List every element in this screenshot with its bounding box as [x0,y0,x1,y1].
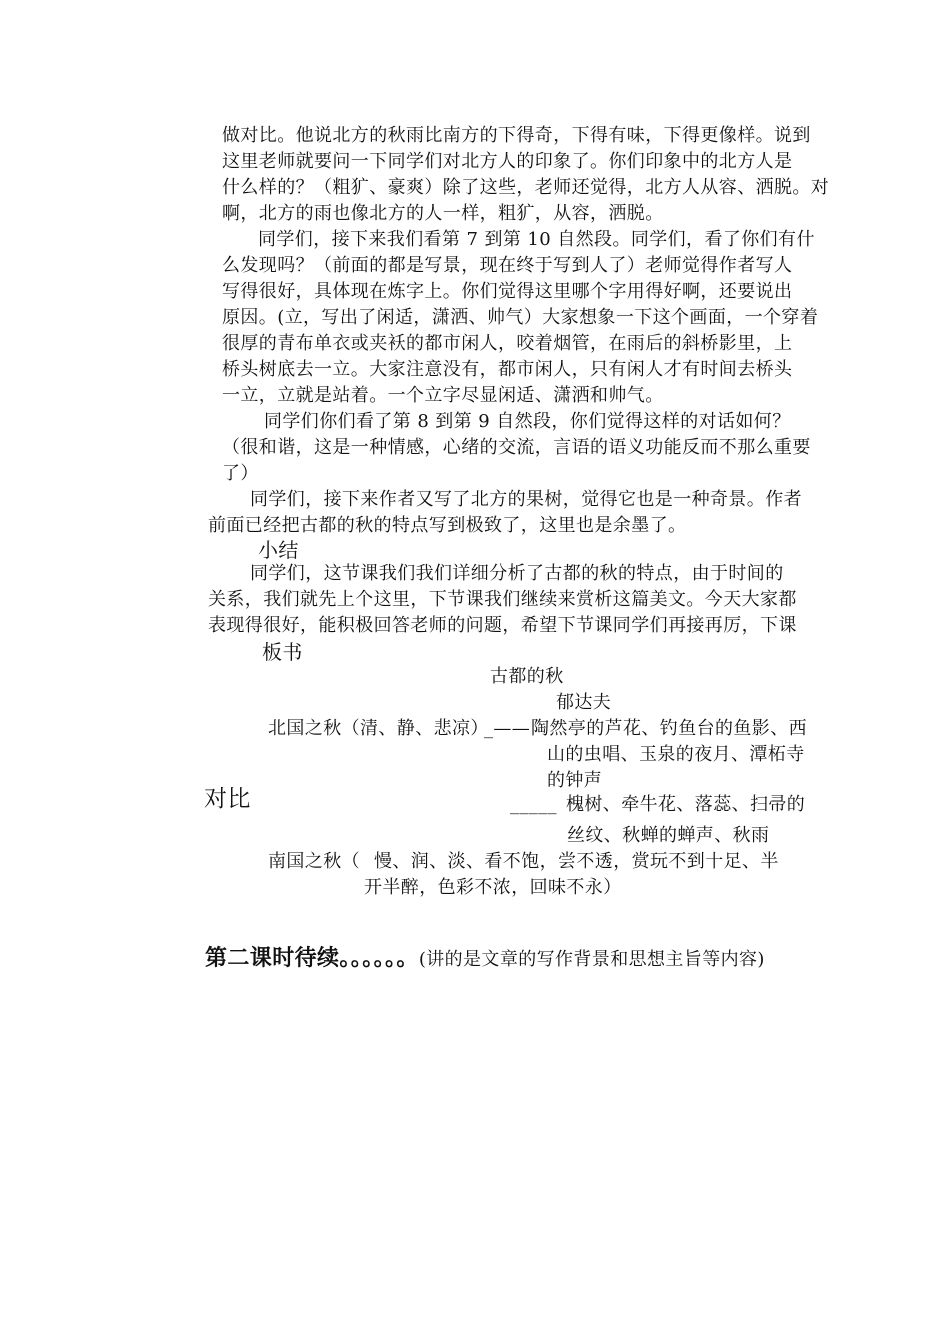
paragraph-line: 前面已经把古都的秋的特点写到极致了，这里也是余墨了。 [208,515,687,536]
paragraph-line: 什么样的？（粗犷、豪爽）除了这些，老师还觉得，北方人从容、洒脱。对 [222,177,830,198]
summary-heading: 小结 [258,538,299,562]
paragraph-line: 同学们，接下来作者又写了北方的果树，觉得它也是一种奇景。作者 [250,489,802,510]
north-line: 陶然亭的芦花、钓鱼台的鱼影、西 [531,718,807,739]
contrast-label: 对比 [204,786,251,812]
paragraph-line: 同学们你们看了第 8 到第 9 自然段，你们觉得这样的对话如何？ [264,411,791,432]
paragraph-line: 同学们，接下来我们看第 7 到第 10 自然段。同学们，看了你们有什 [258,229,815,250]
mid-blank: _____ [510,794,557,815]
footer-bold: 第二课时待续。。。。。。 [205,946,419,971]
summary-line: 表现得很好，能积极回答老师的问题，希望下节课同学们再接再厉，下课 [208,615,797,636]
paragraph-line: 桥头树底去一立。大家注意没有，都市闲人，只有闲人才有时间去桥头 [222,359,793,380]
paragraph-line: 一立，立就是站着。一个立字尽显闲适、潇洒和帅气。 [222,385,664,406]
footer-note: (讲的是文章的写作背景和思想主旨等内容) [418,949,765,970]
summary-line: 关系，我们就先上个这里，下节课我们继续来赏析这篇美文。今天大家都 [208,589,797,610]
footer-line [205,946,765,973]
mid-line: 丝纹、秋蝉的蝉声、秋雨 [567,825,770,846]
paragraph-line: 这里老师就要问一下同学们对北方人的印象了。你们印象中的北方人是 [222,151,793,172]
north-line: 山的虫唱、玉泉的夜月、潭柘寺 [547,744,805,765]
board-title: 古都的秋 [490,666,564,687]
paragraph-line: 了） [222,463,259,484]
paragraph-line: （很和谐，这是一种情感，心绪的交流，言语的语义功能反而不那么重要 [222,437,811,458]
paragraph-line: 么发现吗？（前面的都是写景，现在终于写到人了）老师觉得作者写人 [222,255,793,276]
board-heading: 板书 [262,640,303,664]
south-label: 南国之秋（ [268,851,360,872]
paragraph-line: 啊，北方的雨也像北方的人一样，粗犷，从容，洒脱。 [222,203,664,224]
north-line: 的钟声 [547,770,603,791]
north-label: 北国之秋（清、静、悲凉） [268,718,489,739]
summary-line: 同学们，这节课我们我们详细分析了古都的秋的特点，由于时间的 [250,563,784,584]
south-line: 开半醉，色彩不浓，回味不永） [364,877,622,898]
north-dash: _—— [484,718,531,739]
south-line: 慢、润、淡、看不饱，尝不透，赏玩不到十足、半 [374,851,779,872]
mid-line: 槐树、牵牛花、落蕊、扫帚的 [566,794,806,815]
paragraph-line: 写得很好，具体现在炼字上。你们觉得这里哪个字用得好啊，还要说出 [222,281,793,302]
paragraph-line: 原因。(立，写出了闲适，潇洒、帅气）大家想象一下这个画面，一个穿着 [222,307,819,328]
paragraph-line: 很厚的青布单衣或夹袄的都市闲人，咬着烟管，在雨后的斜桥影里，上 [222,333,793,354]
board-author: 郁达夫 [556,692,612,713]
paragraph-line: 做对比。他说北方的秋雨比南方的下得奇，下得有味，下得更像样。说到 [222,125,811,146]
